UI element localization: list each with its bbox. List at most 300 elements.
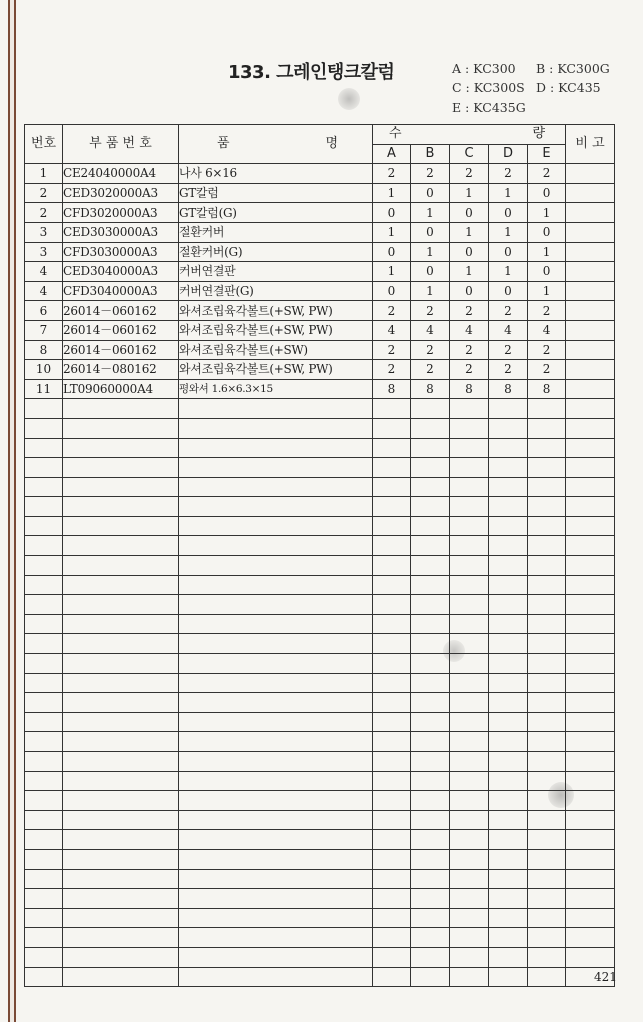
row-qty-a bbox=[373, 575, 411, 595]
row-qty-b: 1 bbox=[411, 203, 450, 223]
row-note bbox=[566, 947, 615, 967]
row-qty-b bbox=[411, 712, 450, 732]
row-number bbox=[25, 673, 63, 693]
row-qty-c bbox=[450, 752, 489, 772]
empty-table-row bbox=[25, 908, 615, 928]
row-qty-d bbox=[489, 810, 528, 830]
row-qty-d bbox=[489, 536, 528, 556]
row-qty-d: 1 bbox=[489, 262, 528, 282]
row-part-name bbox=[179, 497, 373, 517]
row-qty-d bbox=[489, 418, 528, 438]
row-note bbox=[566, 497, 615, 517]
empty-table-row bbox=[25, 614, 615, 634]
row-note bbox=[566, 222, 615, 242]
empty-table-row bbox=[25, 654, 615, 674]
row-number bbox=[25, 516, 63, 536]
row-part-name: GT칼럼(G) bbox=[179, 203, 373, 223]
row-number: 11 bbox=[25, 379, 63, 399]
row-qty-c bbox=[450, 556, 489, 576]
empty-table-row bbox=[25, 536, 615, 556]
row-part-number: CED3040000A3 bbox=[63, 262, 179, 282]
row-qty-c bbox=[450, 673, 489, 693]
row-qty-e: 1 bbox=[528, 203, 566, 223]
row-part-name bbox=[179, 575, 373, 595]
row-number bbox=[25, 595, 63, 615]
row-qty-b bbox=[411, 771, 450, 791]
row-qty-e: 0 bbox=[528, 262, 566, 282]
header-quantity-right: 량 bbox=[532, 126, 546, 142]
row-qty-c bbox=[450, 830, 489, 850]
row-number: 3 bbox=[25, 242, 63, 262]
row-qty-e bbox=[528, 556, 566, 576]
row-part-number: 26014－080162 bbox=[63, 360, 179, 380]
row-qty-b bbox=[411, 438, 450, 458]
row-qty-d bbox=[489, 791, 528, 811]
row-qty-e bbox=[528, 418, 566, 438]
row-part-name bbox=[179, 516, 373, 536]
row-qty-b: 2 bbox=[411, 360, 450, 380]
row-note bbox=[566, 771, 615, 791]
row-qty-e: 1 bbox=[528, 281, 566, 301]
row-part-name bbox=[179, 967, 373, 987]
row-part-name: 와셔조립육각볼트(+SW, PW) bbox=[179, 301, 373, 321]
row-qty-a bbox=[373, 477, 411, 497]
row-qty-b bbox=[411, 752, 450, 772]
row-qty-b bbox=[411, 536, 450, 556]
row-qty-b bbox=[411, 889, 450, 909]
row-number bbox=[25, 477, 63, 497]
book-binding-edge bbox=[8, 0, 16, 1022]
row-part-name: 와셔조립육각볼트(+SW) bbox=[179, 340, 373, 360]
empty-table-row bbox=[25, 516, 615, 536]
parts-table-body bbox=[25, 164, 615, 987]
row-part-number bbox=[63, 712, 179, 732]
row-note bbox=[566, 634, 615, 654]
row-number bbox=[25, 928, 63, 948]
row-number: 8 bbox=[25, 340, 63, 360]
row-qty-a bbox=[373, 654, 411, 674]
model-legend-c: C : KC300S bbox=[452, 80, 525, 95]
row-part-number: CFD3040000A3 bbox=[63, 281, 179, 301]
row-qty-a bbox=[373, 889, 411, 909]
row-qty-d bbox=[489, 595, 528, 615]
row-part-number bbox=[63, 477, 179, 497]
row-number bbox=[25, 752, 63, 772]
row-qty-d: 2 bbox=[489, 360, 528, 380]
row-qty-e bbox=[528, 849, 566, 869]
row-part-name bbox=[179, 399, 373, 419]
row-note bbox=[566, 536, 615, 556]
row-qty-c bbox=[450, 418, 489, 438]
row-note bbox=[566, 849, 615, 869]
row-qty-d bbox=[489, 908, 528, 928]
row-part-name bbox=[179, 752, 373, 772]
row-qty-d bbox=[489, 889, 528, 909]
row-qty-b bbox=[411, 477, 450, 497]
row-qty-e bbox=[528, 869, 566, 889]
row-part-name bbox=[179, 614, 373, 634]
row-qty-b bbox=[411, 556, 450, 576]
row-part-name bbox=[179, 556, 373, 576]
row-qty-a bbox=[373, 928, 411, 948]
row-part-name bbox=[179, 477, 373, 497]
header-model-e: E bbox=[528, 144, 566, 164]
empty-table-row bbox=[25, 732, 615, 752]
row-number bbox=[25, 967, 63, 987]
row-qty-e bbox=[528, 477, 566, 497]
row-qty-e bbox=[528, 947, 566, 967]
row-qty-e bbox=[528, 595, 566, 615]
row-note bbox=[566, 164, 615, 184]
row-part-number bbox=[63, 634, 179, 654]
row-qty-d: 2 bbox=[489, 164, 528, 184]
row-note bbox=[566, 673, 615, 693]
empty-table-row bbox=[25, 418, 615, 438]
row-qty-e: 2 bbox=[528, 340, 566, 360]
row-qty-a: 4 bbox=[373, 320, 411, 340]
row-qty-a bbox=[373, 771, 411, 791]
row-part-number bbox=[63, 830, 179, 850]
header-part-name-right: 명 bbox=[325, 136, 338, 152]
row-part-name: 절환커버(G) bbox=[179, 242, 373, 262]
row-number bbox=[25, 614, 63, 634]
row-part-number bbox=[63, 947, 179, 967]
header-part-name bbox=[179, 125, 373, 164]
row-number bbox=[25, 693, 63, 713]
row-qty-e bbox=[528, 516, 566, 536]
row-qty-b: 2 bbox=[411, 164, 450, 184]
row-qty-c: 2 bbox=[450, 340, 489, 360]
row-qty-d bbox=[489, 438, 528, 458]
row-qty-a: 2 bbox=[373, 301, 411, 321]
table-row bbox=[25, 360, 615, 380]
row-qty-e bbox=[528, 967, 566, 987]
row-qty-e bbox=[528, 458, 566, 478]
row-qty-d bbox=[489, 634, 528, 654]
row-qty-d: 2 bbox=[489, 301, 528, 321]
row-part-number bbox=[63, 849, 179, 869]
row-qty-d bbox=[489, 967, 528, 987]
row-qty-b bbox=[411, 791, 450, 811]
row-part-number bbox=[63, 752, 179, 772]
row-qty-b bbox=[411, 399, 450, 419]
row-note bbox=[566, 614, 615, 634]
row-qty-c: 2 bbox=[450, 301, 489, 321]
empty-table-row bbox=[25, 752, 615, 772]
row-part-number: 26014－060162 bbox=[63, 320, 179, 340]
row-qty-e bbox=[528, 536, 566, 556]
row-qty-d bbox=[489, 752, 528, 772]
row-qty-a bbox=[373, 712, 411, 732]
row-qty-a bbox=[373, 732, 411, 752]
row-part-number bbox=[63, 458, 179, 478]
parts-table bbox=[24, 124, 615, 987]
row-number bbox=[25, 947, 63, 967]
row-qty-b bbox=[411, 614, 450, 634]
row-part-name: 와셔조립육각볼트(+SW, PW) bbox=[179, 360, 373, 380]
row-part-number: CED3020000A3 bbox=[63, 183, 179, 203]
row-qty-d: 1 bbox=[489, 222, 528, 242]
row-qty-e bbox=[528, 830, 566, 850]
row-qty-d bbox=[489, 869, 528, 889]
row-part-number bbox=[63, 438, 179, 458]
row-part-name bbox=[179, 438, 373, 458]
page-number: 421 bbox=[594, 970, 617, 984]
row-qty-b: 0 bbox=[411, 262, 450, 282]
row-qty-c bbox=[450, 595, 489, 615]
row-note bbox=[566, 556, 615, 576]
row-part-name bbox=[179, 458, 373, 478]
row-part-number: LT09060000A4 bbox=[63, 379, 179, 399]
row-qty-d bbox=[489, 399, 528, 419]
row-qty-a bbox=[373, 810, 411, 830]
table-row bbox=[25, 320, 615, 340]
row-qty-a bbox=[373, 967, 411, 987]
row-qty-d bbox=[489, 654, 528, 674]
row-qty-c bbox=[450, 693, 489, 713]
row-number: 7 bbox=[25, 320, 63, 340]
row-part-number bbox=[63, 791, 179, 811]
row-qty-a: 2 bbox=[373, 164, 411, 184]
row-note bbox=[566, 203, 615, 223]
row-qty-c bbox=[450, 889, 489, 909]
row-part-name bbox=[179, 889, 373, 909]
row-qty-b bbox=[411, 869, 450, 889]
row-qty-c bbox=[450, 947, 489, 967]
row-qty-c bbox=[450, 536, 489, 556]
row-qty-a bbox=[373, 595, 411, 615]
row-qty-d bbox=[489, 732, 528, 752]
header-number: 번호 bbox=[25, 125, 63, 164]
row-number bbox=[25, 732, 63, 752]
row-note bbox=[566, 458, 615, 478]
row-qty-a bbox=[373, 458, 411, 478]
row-qty-e bbox=[528, 928, 566, 948]
row-qty-e: 2 bbox=[528, 164, 566, 184]
row-part-name: 평와셔 1.6×6.3×15 bbox=[179, 379, 373, 399]
row-number bbox=[25, 575, 63, 595]
row-qty-a: 8 bbox=[373, 379, 411, 399]
table-row bbox=[25, 222, 615, 242]
row-qty-b bbox=[411, 849, 450, 869]
row-qty-b bbox=[411, 967, 450, 987]
row-qty-e: 8 bbox=[528, 379, 566, 399]
row-qty-a bbox=[373, 536, 411, 556]
row-qty-c bbox=[450, 399, 489, 419]
row-qty-a: 1 bbox=[373, 183, 411, 203]
row-qty-e bbox=[528, 497, 566, 517]
table-row bbox=[25, 379, 615, 399]
row-note bbox=[566, 791, 615, 811]
row-qty-c: 0 bbox=[450, 242, 489, 262]
row-part-number bbox=[63, 536, 179, 556]
row-note bbox=[566, 654, 615, 674]
empty-table-row bbox=[25, 791, 615, 811]
row-qty-a: 0 bbox=[373, 203, 411, 223]
empty-table-row bbox=[25, 438, 615, 458]
row-number bbox=[25, 418, 63, 438]
row-qty-d bbox=[489, 693, 528, 713]
row-qty-b bbox=[411, 458, 450, 478]
row-number bbox=[25, 810, 63, 830]
row-part-name bbox=[179, 418, 373, 438]
row-part-name: 커버연결판(G) bbox=[179, 281, 373, 301]
row-qty-d: 0 bbox=[489, 242, 528, 262]
row-qty-b bbox=[411, 516, 450, 536]
row-qty-d: 8 bbox=[489, 379, 528, 399]
row-qty-b bbox=[411, 928, 450, 948]
row-part-number: CFD3020000A3 bbox=[63, 203, 179, 223]
row-qty-a bbox=[373, 849, 411, 869]
row-qty-c bbox=[450, 614, 489, 634]
row-part-name: 커버연결판 bbox=[179, 262, 373, 282]
row-note bbox=[566, 183, 615, 203]
row-qty-c bbox=[450, 575, 489, 595]
row-number bbox=[25, 634, 63, 654]
row-qty-c bbox=[450, 771, 489, 791]
header-part-name-left: 품 bbox=[217, 136, 230, 152]
model-legend-d: D : KC435 bbox=[536, 80, 601, 95]
row-qty-e bbox=[528, 614, 566, 634]
row-qty-d: 0 bbox=[489, 203, 528, 223]
row-part-number: 26014－060162 bbox=[63, 301, 179, 321]
row-note bbox=[566, 477, 615, 497]
row-qty-a: 1 bbox=[373, 222, 411, 242]
row-number: 2 bbox=[25, 183, 63, 203]
row-qty-c: 1 bbox=[450, 262, 489, 282]
row-qty-e bbox=[528, 791, 566, 811]
empty-table-row bbox=[25, 477, 615, 497]
empty-table-row bbox=[25, 830, 615, 850]
row-note bbox=[566, 438, 615, 458]
row-note bbox=[566, 340, 615, 360]
row-qty-a: 0 bbox=[373, 281, 411, 301]
row-number bbox=[25, 497, 63, 517]
row-qty-c: 4 bbox=[450, 320, 489, 340]
row-part-name: 절환커버 bbox=[179, 222, 373, 242]
row-part-name: 나사 6×16 bbox=[179, 164, 373, 184]
row-number: 3 bbox=[25, 222, 63, 242]
row-qty-b: 2 bbox=[411, 340, 450, 360]
row-part-name bbox=[179, 693, 373, 713]
row-qty-d bbox=[489, 830, 528, 850]
row-qty-e bbox=[528, 908, 566, 928]
row-part-name bbox=[179, 732, 373, 752]
row-qty-a bbox=[373, 791, 411, 811]
row-part-number bbox=[63, 575, 179, 595]
empty-table-row bbox=[25, 399, 615, 419]
row-part-number bbox=[63, 418, 179, 438]
row-part-number bbox=[63, 595, 179, 615]
empty-table-row bbox=[25, 810, 615, 830]
row-qty-b bbox=[411, 947, 450, 967]
row-qty-b bbox=[411, 575, 450, 595]
row-qty-c: 1 bbox=[450, 222, 489, 242]
table-row bbox=[25, 203, 615, 223]
row-number bbox=[25, 654, 63, 674]
row-number bbox=[25, 536, 63, 556]
row-part-number bbox=[63, 889, 179, 909]
row-number bbox=[25, 869, 63, 889]
table-row bbox=[25, 164, 615, 184]
row-qty-c bbox=[450, 458, 489, 478]
row-part-number bbox=[63, 614, 179, 634]
row-qty-d bbox=[489, 556, 528, 576]
row-qty-e: 4 bbox=[528, 320, 566, 340]
header-part-number: 부 품 번 호 bbox=[63, 125, 179, 164]
row-qty-b: 1 bbox=[411, 281, 450, 301]
row-qty-b: 0 bbox=[411, 222, 450, 242]
row-part-name bbox=[179, 595, 373, 615]
row-qty-d bbox=[489, 516, 528, 536]
row-qty-e bbox=[528, 673, 566, 693]
row-note bbox=[566, 379, 615, 399]
empty-table-row bbox=[25, 595, 615, 615]
empty-table-row bbox=[25, 458, 615, 478]
row-qty-a bbox=[373, 673, 411, 693]
row-qty-c bbox=[450, 967, 489, 987]
row-note bbox=[566, 908, 615, 928]
row-number: 6 bbox=[25, 301, 63, 321]
row-part-name bbox=[179, 947, 373, 967]
row-qty-e bbox=[528, 654, 566, 674]
row-part-name bbox=[179, 908, 373, 928]
row-part-name bbox=[179, 673, 373, 693]
paper-stain bbox=[338, 88, 360, 110]
row-qty-a bbox=[373, 869, 411, 889]
table-row bbox=[25, 281, 615, 301]
row-qty-e: 0 bbox=[528, 222, 566, 242]
row-qty-c bbox=[450, 732, 489, 752]
row-qty-d: 0 bbox=[489, 281, 528, 301]
row-note bbox=[566, 810, 615, 830]
row-qty-b bbox=[411, 830, 450, 850]
row-qty-e bbox=[528, 575, 566, 595]
empty-table-row bbox=[25, 928, 615, 948]
row-qty-a: 0 bbox=[373, 242, 411, 262]
row-note bbox=[566, 242, 615, 262]
row-part-number: 26014－060162 bbox=[63, 340, 179, 360]
model-legend-b: B : KC300G bbox=[536, 61, 610, 76]
row-qty-e bbox=[528, 752, 566, 772]
row-number bbox=[25, 556, 63, 576]
model-legend-a: A : KC300 bbox=[452, 61, 516, 76]
empty-table-row bbox=[25, 712, 615, 732]
empty-table-row bbox=[25, 849, 615, 869]
row-qty-b: 4 bbox=[411, 320, 450, 340]
row-qty-e bbox=[528, 889, 566, 909]
row-part-number bbox=[63, 516, 179, 536]
header-note: 비 고 bbox=[566, 125, 615, 164]
row-qty-a: 1 bbox=[373, 262, 411, 282]
row-part-number bbox=[63, 869, 179, 889]
header-row bbox=[25, 125, 615, 145]
row-number: 10 bbox=[25, 360, 63, 380]
row-number bbox=[25, 908, 63, 928]
row-qty-d bbox=[489, 614, 528, 634]
row-qty-d: 4 bbox=[489, 320, 528, 340]
row-qty-d bbox=[489, 947, 528, 967]
row-qty-b: 8 bbox=[411, 379, 450, 399]
row-note bbox=[566, 830, 615, 850]
row-number bbox=[25, 830, 63, 850]
row-number bbox=[25, 712, 63, 732]
row-qty-d bbox=[489, 458, 528, 478]
row-part-number bbox=[63, 810, 179, 830]
row-qty-c bbox=[450, 928, 489, 948]
row-qty-a bbox=[373, 947, 411, 967]
row-qty-e bbox=[528, 438, 566, 458]
